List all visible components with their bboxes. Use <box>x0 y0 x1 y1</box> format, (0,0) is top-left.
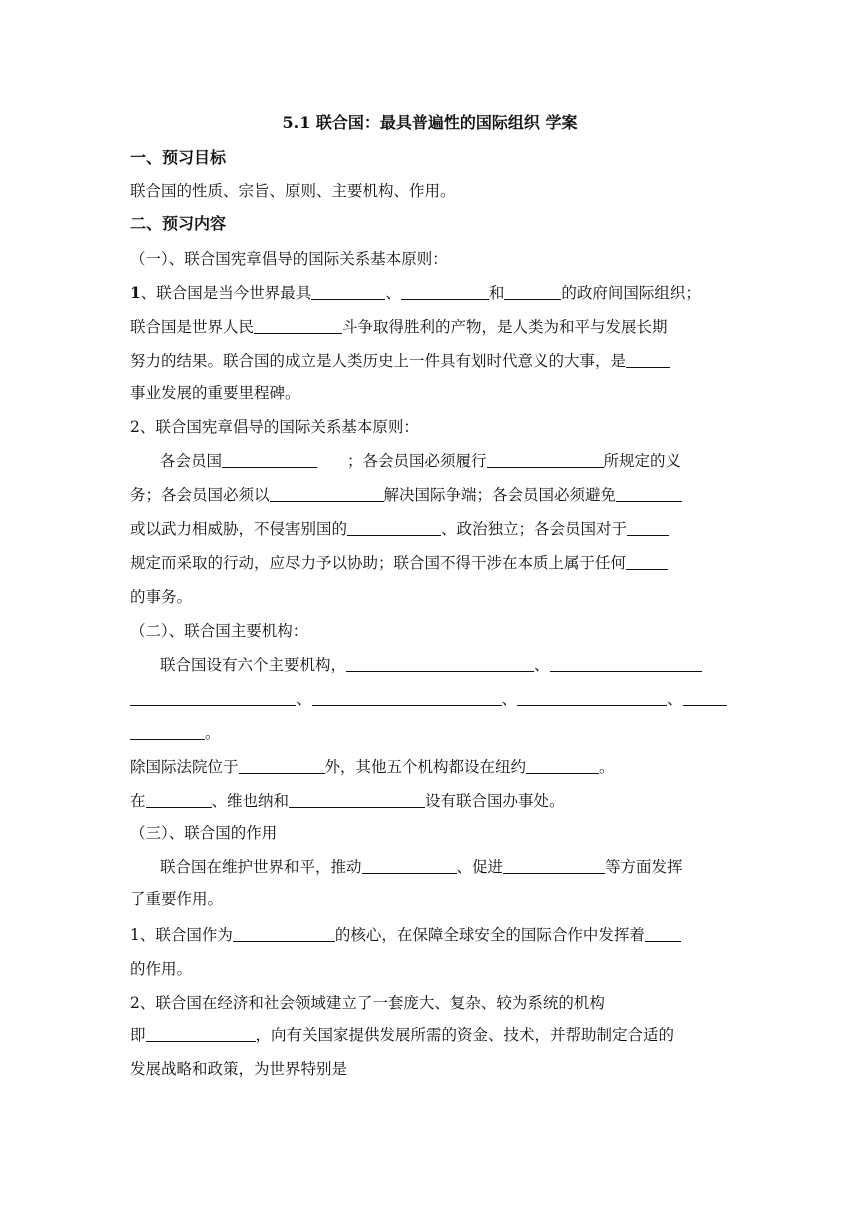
blank[interactable] <box>645 925 681 942</box>
organs-line-3: 。 <box>130 723 732 743</box>
blank[interactable] <box>239 757 325 774</box>
role-line-7: 发展战略和政策，为世界特别是 <box>130 1060 348 1078</box>
blank[interactable] <box>289 791 425 808</box>
blank[interactable] <box>312 689 502 706</box>
blank[interactable] <box>550 655 702 672</box>
blank[interactable] <box>130 689 296 706</box>
blank[interactable] <box>146 791 212 808</box>
blank[interactable] <box>311 283 385 300</box>
organs-line-5: 在 、维也纳和 设有联合国办事处。 <box>130 792 565 810</box>
blank[interactable] <box>254 317 342 334</box>
blank[interactable] <box>626 351 670 368</box>
blank[interactable] <box>487 451 604 468</box>
role-line-4: 的作用。 <box>130 960 193 978</box>
principles-line-1: 1、联合国是当今世界最具 、 和 的政府间国际组织； <box>130 283 701 302</box>
role-line-6: 即 ，向有关国家提供发展所需的资金、技术，并帮助制定合适的 <box>130 1026 675 1044</box>
section-heading-content: 二、预习内容 <box>130 214 227 233</box>
role-line-5: 2、联合国在经济和社会领域建立了一套庞大、复杂、较为系统的机构 <box>130 994 605 1012</box>
subsection-heading-role: （三）、联合国的作用 <box>130 824 278 842</box>
role-line-3: 1、联合国作为 的核心，在保障全球安全的国际合作中发挥着 <box>130 925 732 945</box>
blank[interactable] <box>616 485 682 502</box>
blank[interactable] <box>504 283 561 300</box>
blank[interactable] <box>222 451 317 468</box>
organs-line-2: 、 、 、 <box>130 689 732 709</box>
blank[interactable] <box>146 1025 256 1042</box>
subsection-heading-organs: （二）、联合国主要机构： <box>130 622 309 640</box>
role-line-1: 联合国在维护世界和平，推动 、促进 等方面发挥 <box>160 858 683 876</box>
blank[interactable] <box>362 857 457 874</box>
principles-line-4: 事业发展的重要里程碑。 <box>130 384 301 402</box>
organs-line-4: 除国际法院位于 外，其他五个机构都设在纽约 。 <box>130 758 615 776</box>
subsection-heading-principles: （一）、联合国宪章倡导的国际关系基本原则： <box>130 250 448 268</box>
document-title: 5.1 联合国：最具普遍性的国际组织 学案 <box>282 113 578 132</box>
organs-line-1: 联合国设有六个主要机构， 、 <box>130 655 732 675</box>
goals-text: 联合国的性质、宗旨、原则、主要机构、作用。 <box>130 182 456 200</box>
principles-subheading: 2、联合国宪章倡导的国际关系基本原则： <box>130 418 419 436</box>
principles-detail-line-5: 的事务。 <box>130 588 193 606</box>
blank[interactable] <box>626 553 668 570</box>
blank[interactable] <box>346 655 534 672</box>
section-heading-goals: 一、预习目标 <box>130 148 227 167</box>
principles-line-3: 努力的结果。联合国的成立是人类历史上一件具有划时代意义的大事，是 <box>130 351 732 371</box>
blank[interactable] <box>526 757 599 774</box>
blank[interactable] <box>347 519 441 536</box>
blank[interactable] <box>401 283 489 300</box>
blank[interactable] <box>130 723 205 740</box>
blank[interactable] <box>683 689 727 706</box>
blank[interactable] <box>233 925 335 942</box>
blank[interactable] <box>627 519 669 536</box>
principles-detail-line-4: 规定而采取的行动，应尽力予以协助；联合国不得干涉在本质上属于任何 <box>130 553 732 573</box>
principles-detail-line-3: 或以武力相威胁，不侵害别国的 、政治独立；各会员国对于 <box>130 519 732 539</box>
blank[interactable] <box>517 689 667 706</box>
blank[interactable] <box>270 485 384 502</box>
principles-line-2: 联合国是世界人民 斗争取得胜利的产物，是人类为和平与发展长期 <box>130 318 668 336</box>
blank[interactable] <box>503 857 605 874</box>
principles-detail-line-1: 各会员国 ；各会员国必须履行 所规定的义 <box>160 452 682 470</box>
role-line-2: 了重要作用。 <box>130 890 224 908</box>
principles-detail-line-2: 务；各会员国必须以 解决国际争端；各会员国必须避免 <box>130 485 732 505</box>
